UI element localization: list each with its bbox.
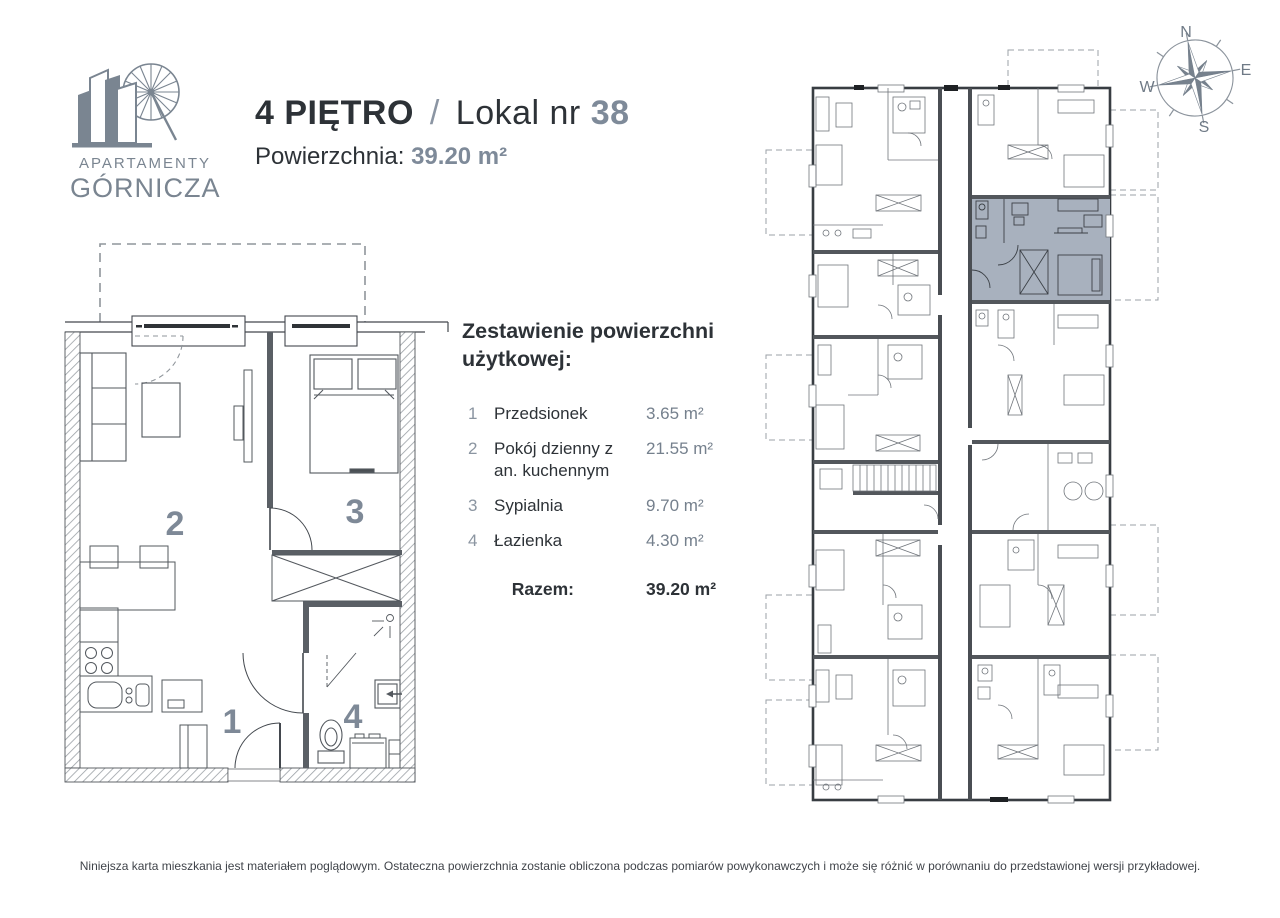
tv-cabinet bbox=[234, 370, 252, 462]
kitchen-counter bbox=[162, 680, 202, 712]
compass-label-e: E bbox=[1240, 62, 1252, 79]
row-area: 4.30 m² bbox=[646, 531, 704, 551]
row-name: Przedsionek bbox=[494, 404, 588, 424]
total-area-line bbox=[255, 143, 630, 171]
door-bathroom bbox=[243, 653, 303, 713]
table-row bbox=[462, 495, 762, 517]
window bbox=[132, 316, 245, 346]
row-number: 4 bbox=[468, 531, 478, 551]
area-table bbox=[462, 318, 762, 600]
area-table-title: Zestawienie powierzchni użytkowej: bbox=[462, 319, 715, 371]
logo-text-line1: APARTAMENTY bbox=[78, 155, 212, 172]
room-label-living: 2 bbox=[165, 505, 185, 543]
building-floor-plan bbox=[758, 45, 1178, 815]
balcony-outline bbox=[100, 244, 365, 322]
lamp-symbol bbox=[372, 615, 394, 639]
area-value: 39.20 m² bbox=[411, 143, 508, 170]
unit-number: 38 bbox=[590, 94, 630, 132]
room-label-bath: 4 bbox=[343, 698, 363, 736]
bed bbox=[310, 355, 398, 473]
floor-label: 4 PIĘTRO bbox=[255, 94, 414, 132]
row-name: Pokój dzienny z an. kuchennym bbox=[494, 439, 614, 481]
apartment-floor-plan bbox=[40, 230, 450, 810]
table-row bbox=[462, 403, 762, 425]
window bbox=[285, 316, 357, 346]
door-bedroom bbox=[270, 508, 312, 550]
total-row bbox=[462, 579, 762, 600]
unit-label: Lokal nr bbox=[455, 94, 581, 132]
washbasin bbox=[375, 680, 402, 708]
title-separator: / bbox=[429, 94, 440, 132]
page-title bbox=[255, 94, 630, 133]
total-label: Razem: bbox=[511, 578, 574, 599]
title-block bbox=[255, 94, 630, 171]
row-number: 2 bbox=[468, 439, 478, 459]
room-label-bedroom: 3 bbox=[345, 493, 365, 531]
shower-symbol bbox=[327, 653, 356, 687]
kitchen-sink bbox=[80, 676, 152, 712]
kitchen-table bbox=[80, 562, 175, 610]
compass-label-w: W bbox=[1139, 79, 1155, 96]
top-wall bbox=[65, 322, 448, 332]
compass-label-s: S bbox=[1198, 119, 1210, 136]
kitchen bbox=[80, 546, 202, 712]
logo bbox=[70, 48, 220, 204]
coffee-table bbox=[142, 383, 180, 437]
row-number: 1 bbox=[468, 404, 478, 424]
row-area: 9.70 m² bbox=[646, 496, 704, 516]
wardrobe bbox=[272, 555, 400, 601]
logo-text-line2: GÓRNICZA bbox=[70, 173, 221, 203]
washing-machine bbox=[350, 734, 400, 768]
compass-rose-icon bbox=[1138, 12, 1264, 144]
chair bbox=[90, 546, 118, 568]
interior-walls bbox=[267, 332, 402, 768]
row-name: Łazienka bbox=[494, 531, 563, 551]
chair bbox=[140, 546, 168, 568]
area-label: Powierzchnia: bbox=[255, 143, 405, 170]
kitchen-cabinet bbox=[80, 608, 118, 642]
room-label-hall: 1 bbox=[222, 703, 242, 741]
stove bbox=[80, 642, 118, 676]
total-value: 39.20 m² bbox=[646, 578, 717, 599]
sofa bbox=[80, 353, 126, 461]
row-number: 3 bbox=[468, 496, 478, 516]
row-area: 21.55 m² bbox=[646, 439, 714, 459]
row-name: Sypialnia bbox=[494, 496, 563, 516]
table-row bbox=[462, 530, 762, 552]
toilet bbox=[318, 720, 344, 763]
compass-label-n: N bbox=[1180, 24, 1192, 41]
row-area: 3.65 m² bbox=[646, 404, 704, 424]
table-row bbox=[462, 438, 762, 482]
hall-cabinet bbox=[180, 725, 207, 768]
footer-disclaimer: Niniejsza karta mieszkania jest materiałem poglądowym. Ostateczna powierzchnia zostanie obliczona podczas pomiarów powykonawczych i może się różnić w porównaniu do przedstawionej wersji przykładowej. bbox=[79, 859, 1201, 873]
door-entrance bbox=[235, 723, 280, 768]
logo-mark-icon bbox=[70, 48, 220, 148]
